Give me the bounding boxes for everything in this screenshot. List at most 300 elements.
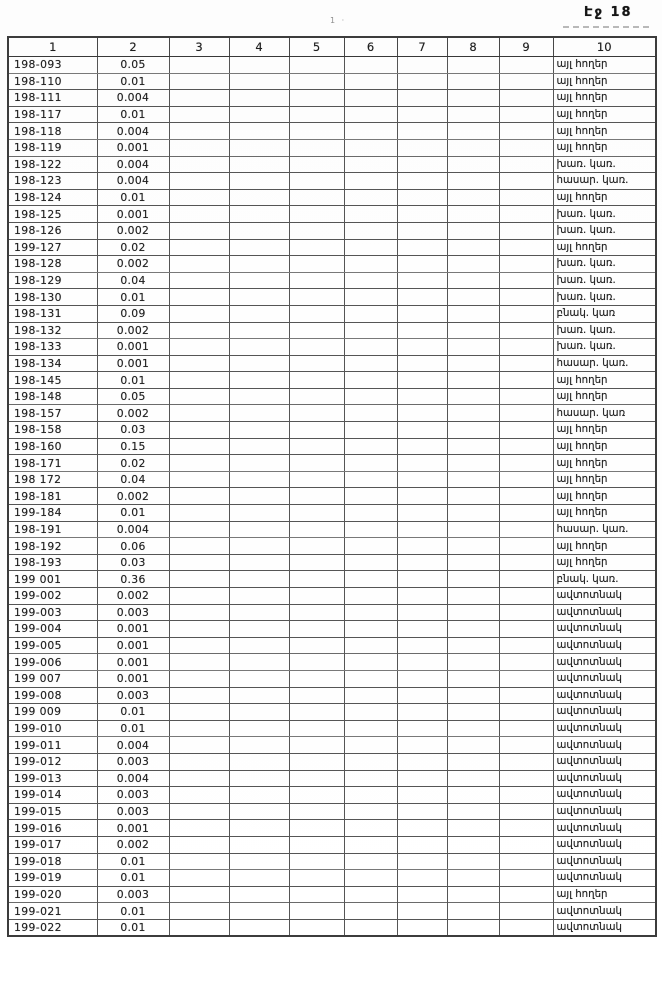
table-row bbox=[8, 471, 656, 488]
empty-cell bbox=[229, 588, 289, 605]
empty-cell bbox=[397, 222, 447, 239]
empty-cell bbox=[169, 272, 229, 289]
empty-cell bbox=[229, 339, 289, 356]
land-use-cell: ավտոտնակ bbox=[553, 770, 656, 787]
land-use-cell: հասար. կառ. bbox=[553, 355, 656, 372]
land-use-cell: այլ հողեր bbox=[553, 886, 656, 903]
table-row bbox=[8, 787, 656, 804]
parcel-code-cell: 198-191 bbox=[8, 521, 97, 538]
empty-cell bbox=[169, 571, 229, 588]
empty-cell bbox=[447, 289, 499, 306]
land-use-cell: ավտոտնակ bbox=[553, 836, 656, 853]
empty-cell bbox=[344, 588, 397, 605]
empty-cell bbox=[289, 471, 344, 488]
empty-cell bbox=[289, 770, 344, 787]
empty-cell bbox=[169, 305, 229, 322]
empty-cell bbox=[229, 737, 289, 754]
land-use-cell: այլ հողեր bbox=[553, 239, 656, 256]
empty-cell bbox=[229, 405, 289, 422]
column-header: 10 bbox=[553, 37, 656, 57]
parcels-table bbox=[7, 36, 657, 937]
empty-cell bbox=[229, 305, 289, 322]
area-value-cell: 0.003 bbox=[97, 886, 169, 903]
land-use-cell: ավտոտնակ bbox=[553, 720, 656, 737]
empty-cell bbox=[229, 106, 289, 123]
empty-cell bbox=[397, 272, 447, 289]
empty-cell bbox=[344, 886, 397, 903]
area-value-cell: 0.004 bbox=[97, 173, 169, 190]
empty-cell bbox=[169, 123, 229, 140]
land-use-cell: հասար. կառ. bbox=[553, 521, 656, 538]
empty-cell bbox=[344, 438, 397, 455]
empty-cell bbox=[289, 272, 344, 289]
parcel-code-cell: 198-160 bbox=[8, 438, 97, 455]
empty-cell bbox=[499, 339, 553, 356]
empty-cell bbox=[344, 289, 397, 306]
empty-cell bbox=[447, 322, 499, 339]
empty-cell bbox=[397, 239, 447, 256]
empty-cell bbox=[169, 322, 229, 339]
empty-cell bbox=[499, 521, 553, 538]
empty-cell bbox=[169, 654, 229, 671]
empty-cell bbox=[344, 571, 397, 588]
empty-cell bbox=[499, 621, 553, 638]
empty-cell bbox=[499, 803, 553, 820]
area-value-cell: 0.001 bbox=[97, 637, 169, 654]
empty-cell bbox=[229, 770, 289, 787]
empty-cell bbox=[169, 687, 229, 704]
empty-cell bbox=[344, 57, 397, 74]
table-row bbox=[8, 90, 656, 107]
empty-cell bbox=[229, 239, 289, 256]
empty-cell bbox=[397, 670, 447, 687]
empty-cell bbox=[447, 189, 499, 206]
empty-cell bbox=[499, 222, 553, 239]
empty-cell bbox=[289, 803, 344, 820]
land-use-cell: այլ հողեր bbox=[553, 455, 656, 472]
empty-cell bbox=[447, 139, 499, 156]
table-row bbox=[8, 737, 656, 754]
empty-cell bbox=[397, 704, 447, 721]
empty-cell bbox=[447, 173, 499, 190]
table-row bbox=[8, 239, 656, 256]
area-value-cell: 0.001 bbox=[97, 355, 169, 372]
empty-cell bbox=[229, 820, 289, 837]
empty-cell bbox=[169, 339, 229, 356]
parcel-code-cell: 198-192 bbox=[8, 538, 97, 555]
empty-cell bbox=[447, 820, 499, 837]
parcel-code-cell: 199-018 bbox=[8, 853, 97, 870]
empty-cell bbox=[447, 637, 499, 654]
empty-cell bbox=[229, 488, 289, 505]
land-use-cell: ավտոտնակ bbox=[553, 803, 656, 820]
empty-cell bbox=[397, 903, 447, 920]
empty-cell bbox=[344, 222, 397, 239]
empty-cell bbox=[344, 737, 397, 754]
parcel-code-cell: 198-119 bbox=[8, 139, 97, 156]
empty-cell bbox=[229, 156, 289, 173]
empty-cell bbox=[397, 173, 447, 190]
empty-cell bbox=[229, 222, 289, 239]
empty-cell bbox=[447, 156, 499, 173]
empty-cell bbox=[289, 670, 344, 687]
land-use-cell: ավտոտնակ bbox=[553, 637, 656, 654]
empty-cell bbox=[344, 670, 397, 687]
empty-cell bbox=[499, 637, 553, 654]
empty-cell bbox=[229, 604, 289, 621]
empty-cell bbox=[499, 90, 553, 107]
empty-cell bbox=[229, 919, 289, 936]
empty-cell bbox=[344, 305, 397, 322]
empty-cell bbox=[289, 505, 344, 522]
empty-cell bbox=[169, 206, 229, 223]
empty-cell bbox=[499, 538, 553, 555]
empty-cell bbox=[169, 836, 229, 853]
empty-cell bbox=[499, 372, 553, 389]
parcel-code-cell: 199-020 bbox=[8, 886, 97, 903]
empty-cell bbox=[229, 853, 289, 870]
empty-cell bbox=[344, 471, 397, 488]
table-row bbox=[8, 621, 656, 638]
empty-cell bbox=[289, 654, 344, 671]
column-header: 6 bbox=[344, 37, 397, 57]
empty-cell bbox=[499, 106, 553, 123]
empty-cell bbox=[397, 770, 447, 787]
empty-cell bbox=[169, 886, 229, 903]
table-row bbox=[8, 156, 656, 173]
empty-cell bbox=[229, 272, 289, 289]
land-use-cell: խառ. կառ. bbox=[553, 339, 656, 356]
land-use-cell: խառ. կառ. bbox=[553, 289, 656, 306]
parcel-code-cell: 198 172 bbox=[8, 471, 97, 488]
empty-cell bbox=[397, 256, 447, 273]
table-row bbox=[8, 687, 656, 704]
empty-cell bbox=[289, 820, 344, 837]
empty-cell bbox=[499, 770, 553, 787]
empty-cell bbox=[289, 123, 344, 140]
empty-cell bbox=[397, 753, 447, 770]
empty-cell bbox=[447, 405, 499, 422]
empty-cell bbox=[499, 654, 553, 671]
empty-cell bbox=[169, 903, 229, 920]
table-row bbox=[8, 256, 656, 273]
empty-cell bbox=[499, 139, 553, 156]
table-row bbox=[8, 836, 656, 853]
empty-cell bbox=[229, 455, 289, 472]
empty-cell bbox=[289, 73, 344, 90]
table-body bbox=[8, 57, 656, 937]
empty-cell bbox=[169, 139, 229, 156]
table-row bbox=[8, 139, 656, 156]
empty-cell bbox=[397, 803, 447, 820]
empty-cell bbox=[344, 206, 397, 223]
empty-cell bbox=[447, 836, 499, 853]
empty-cell bbox=[169, 405, 229, 422]
empty-cell bbox=[447, 803, 499, 820]
area-value-cell: 0.36 bbox=[97, 571, 169, 588]
area-value-cell: 0.001 bbox=[97, 621, 169, 638]
empty-cell bbox=[499, 753, 553, 770]
empty-cell bbox=[499, 455, 553, 472]
empty-cell bbox=[447, 355, 499, 372]
table-row bbox=[8, 438, 656, 455]
empty-cell bbox=[229, 505, 289, 522]
empty-cell bbox=[289, 588, 344, 605]
area-value-cell: 0.03 bbox=[97, 422, 169, 439]
scan-streak bbox=[563, 26, 651, 28]
land-use-cell: ավտոտնակ bbox=[553, 870, 656, 887]
area-value-cell: 0.002 bbox=[97, 256, 169, 273]
empty-cell bbox=[499, 123, 553, 140]
column-header: 2 bbox=[97, 37, 169, 57]
land-use-cell: բնակ. կառ. bbox=[553, 571, 656, 588]
table-row bbox=[8, 339, 656, 356]
empty-cell bbox=[397, 554, 447, 571]
table-row bbox=[8, 422, 656, 439]
area-value-cell: 0.003 bbox=[97, 787, 169, 804]
empty-cell bbox=[397, 588, 447, 605]
empty-cell bbox=[289, 720, 344, 737]
parcel-code-cell: 199-021 bbox=[8, 903, 97, 920]
empty-cell bbox=[344, 505, 397, 522]
empty-cell bbox=[229, 438, 289, 455]
land-use-cell: խառ. կառ. bbox=[553, 256, 656, 273]
empty-cell bbox=[344, 272, 397, 289]
area-value-cell: 0.003 bbox=[97, 803, 169, 820]
empty-cell bbox=[229, 538, 289, 555]
table-row bbox=[8, 455, 656, 472]
empty-cell bbox=[447, 554, 499, 571]
empty-cell bbox=[397, 305, 447, 322]
empty-cell bbox=[344, 521, 397, 538]
empty-cell bbox=[169, 505, 229, 522]
parcel-code-cell: 198-158 bbox=[8, 422, 97, 439]
empty-cell bbox=[229, 422, 289, 439]
empty-cell bbox=[344, 73, 397, 90]
empty-cell bbox=[229, 803, 289, 820]
empty-cell bbox=[289, 836, 344, 853]
empty-cell bbox=[397, 139, 447, 156]
empty-cell bbox=[344, 637, 397, 654]
empty-cell bbox=[289, 189, 344, 206]
empty-cell bbox=[169, 670, 229, 687]
empty-cell bbox=[169, 770, 229, 787]
area-value-cell: 0.03 bbox=[97, 554, 169, 571]
empty-cell bbox=[447, 588, 499, 605]
empty-cell bbox=[397, 787, 447, 804]
empty-cell bbox=[229, 322, 289, 339]
empty-cell bbox=[447, 57, 499, 74]
empty-cell bbox=[397, 322, 447, 339]
land-use-cell: ավտոտնակ bbox=[553, 604, 656, 621]
empty-cell bbox=[344, 422, 397, 439]
area-value-cell: 0.002 bbox=[97, 222, 169, 239]
area-value-cell: 0.15 bbox=[97, 438, 169, 455]
land-use-cell: այլ հողեր bbox=[553, 90, 656, 107]
parcel-code-cell: 198-131 bbox=[8, 305, 97, 322]
parcel-code-cell: 198-193 bbox=[8, 554, 97, 571]
parcel-code-cell: 198-134 bbox=[8, 355, 97, 372]
empty-cell bbox=[169, 919, 229, 936]
empty-cell bbox=[169, 853, 229, 870]
empty-cell bbox=[397, 388, 447, 405]
page-number-label: Էջ 18 bbox=[584, 5, 633, 20]
empty-cell bbox=[447, 903, 499, 920]
parcel-code-cell: 198-128 bbox=[8, 256, 97, 273]
empty-cell bbox=[344, 239, 397, 256]
empty-cell bbox=[447, 919, 499, 936]
empty-cell bbox=[499, 505, 553, 522]
parcel-code-cell: 198-126 bbox=[8, 222, 97, 239]
empty-cell bbox=[289, 239, 344, 256]
empty-cell bbox=[344, 90, 397, 107]
empty-cell bbox=[169, 455, 229, 472]
empty-cell bbox=[499, 737, 553, 754]
empty-cell bbox=[344, 106, 397, 123]
empty-cell bbox=[289, 305, 344, 322]
empty-cell bbox=[397, 737, 447, 754]
empty-cell bbox=[447, 853, 499, 870]
table-row bbox=[8, 588, 656, 605]
empty-cell bbox=[447, 654, 499, 671]
table-row bbox=[8, 372, 656, 389]
empty-cell bbox=[499, 571, 553, 588]
empty-cell bbox=[499, 173, 553, 190]
land-use-cell: ավտոտնակ bbox=[553, 787, 656, 804]
empty-cell bbox=[169, 820, 229, 837]
empty-cell bbox=[344, 256, 397, 273]
land-use-cell: ավտոտնակ bbox=[553, 903, 656, 920]
empty-cell bbox=[447, 372, 499, 389]
land-use-cell: խառ. կառ. bbox=[553, 322, 656, 339]
empty-cell bbox=[169, 438, 229, 455]
empty-cell bbox=[397, 505, 447, 522]
empty-cell bbox=[447, 604, 499, 621]
table-row bbox=[8, 355, 656, 372]
parcel-code-cell: 198-148 bbox=[8, 388, 97, 405]
empty-cell bbox=[499, 289, 553, 306]
area-value-cell: 0.003 bbox=[97, 687, 169, 704]
table-row bbox=[8, 405, 656, 422]
empty-cell bbox=[229, 388, 289, 405]
table-row bbox=[8, 571, 656, 588]
empty-cell bbox=[397, 106, 447, 123]
empty-cell bbox=[229, 753, 289, 770]
land-use-cell: այլ հողեր bbox=[553, 438, 656, 455]
empty-cell bbox=[169, 256, 229, 273]
empty-cell bbox=[499, 256, 553, 273]
empty-cell bbox=[229, 471, 289, 488]
empty-cell bbox=[229, 787, 289, 804]
area-value-cell: 0.01 bbox=[97, 73, 169, 90]
empty-cell bbox=[447, 305, 499, 322]
empty-cell bbox=[397, 57, 447, 74]
scan-artifact: 1 · bbox=[330, 16, 347, 25]
area-value-cell: 0.001 bbox=[97, 139, 169, 156]
empty-cell bbox=[447, 206, 499, 223]
empty-cell bbox=[229, 637, 289, 654]
empty-cell bbox=[447, 720, 499, 737]
empty-cell bbox=[499, 687, 553, 704]
parcel-code-cell: 199-003 bbox=[8, 604, 97, 621]
empty-cell bbox=[344, 820, 397, 837]
empty-cell bbox=[499, 272, 553, 289]
table-row bbox=[8, 123, 656, 140]
column-header: 3 bbox=[169, 37, 229, 57]
parcel-code-cell: 198-118 bbox=[8, 123, 97, 140]
empty-cell bbox=[289, 787, 344, 804]
empty-cell bbox=[344, 173, 397, 190]
parcel-code-cell: 199-014 bbox=[8, 787, 97, 804]
empty-cell bbox=[229, 189, 289, 206]
parcel-code-cell: 199-019 bbox=[8, 870, 97, 887]
empty-cell bbox=[289, 173, 344, 190]
empty-cell bbox=[397, 521, 447, 538]
empty-cell bbox=[344, 621, 397, 638]
parcel-code-cell: 199-002 bbox=[8, 588, 97, 605]
empty-cell bbox=[289, 222, 344, 239]
land-use-cell: խառ. կառ. bbox=[553, 272, 656, 289]
empty-cell bbox=[499, 488, 553, 505]
empty-cell bbox=[344, 123, 397, 140]
empty-cell bbox=[169, 521, 229, 538]
parcel-code-cell: 198-122 bbox=[8, 156, 97, 173]
empty-cell bbox=[397, 189, 447, 206]
empty-cell bbox=[397, 355, 447, 372]
empty-cell bbox=[229, 886, 289, 903]
table-row bbox=[8, 388, 656, 405]
empty-cell bbox=[229, 206, 289, 223]
empty-cell bbox=[169, 720, 229, 737]
empty-cell bbox=[289, 886, 344, 903]
land-use-cell: այլ հողեր bbox=[553, 538, 656, 555]
empty-cell bbox=[169, 239, 229, 256]
empty-cell bbox=[229, 57, 289, 74]
empty-cell bbox=[397, 471, 447, 488]
parcel-code-cell: 198-117 bbox=[8, 106, 97, 123]
area-value-cell: 0.04 bbox=[97, 471, 169, 488]
table-row bbox=[8, 73, 656, 90]
parcel-code-cell: 199-184 bbox=[8, 505, 97, 522]
land-use-cell: ավտոտնակ bbox=[553, 687, 656, 704]
land-use-cell: այլ հողեր bbox=[553, 554, 656, 571]
land-use-cell: բնակ. կառ bbox=[553, 305, 656, 322]
empty-cell bbox=[169, 106, 229, 123]
empty-cell bbox=[169, 488, 229, 505]
empty-cell bbox=[229, 521, 289, 538]
empty-cell bbox=[169, 753, 229, 770]
area-value-cell: 0.004 bbox=[97, 521, 169, 538]
area-value-cell: 0.01 bbox=[97, 289, 169, 306]
empty-cell bbox=[289, 753, 344, 770]
empty-cell bbox=[447, 471, 499, 488]
empty-cell bbox=[344, 372, 397, 389]
land-use-cell: ավտոտնակ bbox=[553, 621, 656, 638]
empty-cell bbox=[499, 355, 553, 372]
empty-cell bbox=[229, 571, 289, 588]
land-use-cell: այլ հողեր bbox=[553, 106, 656, 123]
empty-cell bbox=[499, 704, 553, 721]
empty-cell bbox=[447, 438, 499, 455]
empty-cell bbox=[499, 156, 553, 173]
empty-cell bbox=[397, 720, 447, 737]
column-header: 8 bbox=[447, 37, 499, 57]
empty-cell bbox=[229, 289, 289, 306]
table-row bbox=[8, 289, 656, 306]
area-value-cell: 0.004 bbox=[97, 123, 169, 140]
table-row bbox=[8, 222, 656, 239]
area-value-cell: 0.004 bbox=[97, 737, 169, 754]
